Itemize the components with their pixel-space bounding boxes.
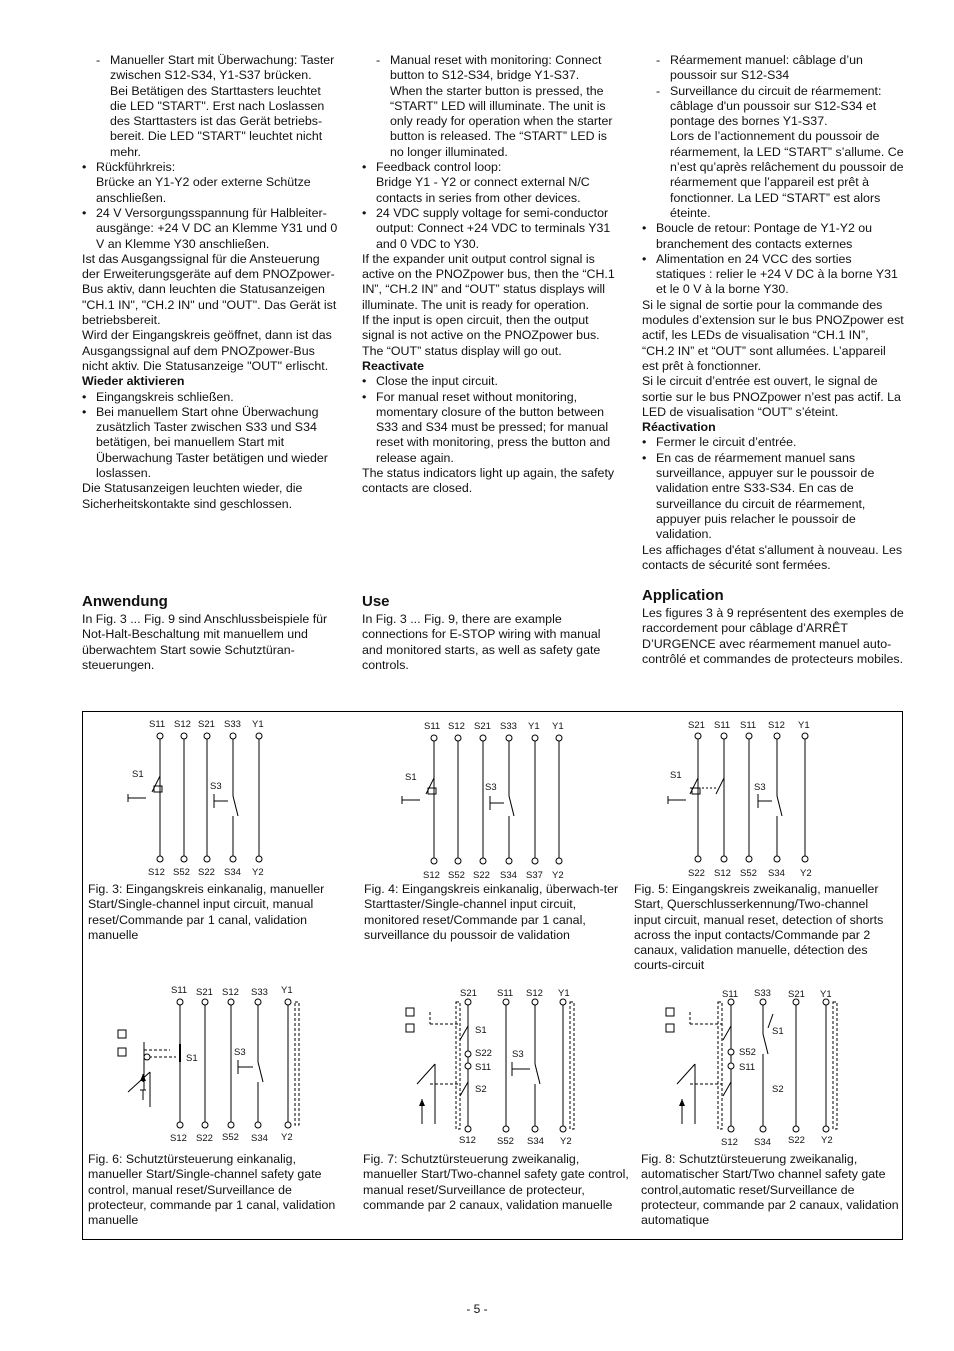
fig4-s1-label: S1	[405, 772, 417, 783]
fig8-s2-label: S2	[772, 1084, 784, 1095]
fr-paragraph: Si le circuit d’entrée est ouvert, le signal de sortie sur le bus PNOZpower n’est pas actif. La LED de visualisation “OUT” s’éteint.	[642, 374, 901, 419]
en-list-item: • Close the input circuit.	[362, 374, 620, 389]
fr-application-title: Application	[642, 587, 724, 604]
fr-heading: Réactivation	[642, 420, 716, 435]
en-supply-item: • 24 VDC supply voltage for semi-conductor output: Connect +24 VDC to terminals Y31 and 0 VDC to Y30.	[362, 206, 620, 252]
fig8-caption: Fig. 8: Schutztürsteuerung zweikanalig, automatischer Start/Two channel safety gate control,automatic reset/Surveillance de protecteur, commande par 2 canaux, validation automatique	[641, 1152, 899, 1228]
fig7-top-label: S21	[460, 988, 477, 999]
fig8-top-label: S21	[788, 989, 805, 1000]
fig4-bottom-label: S37	[526, 870, 543, 881]
fig6-s1-label: S1	[186, 1053, 198, 1064]
fig6-top-label: S21	[196, 987, 213, 998]
fig7-s22-label: S22	[475, 1048, 492, 1059]
fig6-top-label: S11	[171, 985, 188, 996]
fig7-bottom-label: Y2	[560, 1136, 572, 1147]
fr-list-item: - Réarmement manuel: câblage d’un poussoir sur S12-S34	[656, 53, 904, 84]
fig6-bottom-label: Y2	[281, 1132, 293, 1143]
fig7-bottom-label: S12	[459, 1135, 476, 1146]
fig5-bottom-label: S12	[714, 868, 731, 879]
fig7-s2-label: S2	[475, 1084, 487, 1095]
fig6-bottom-label: S12	[170, 1133, 187, 1144]
fig4-bottom-label: S34	[500, 870, 517, 881]
fig5-top-label: S12	[768, 720, 785, 731]
fig3-bottom-label: S34	[224, 867, 241, 878]
fig3-s3-label: S3	[210, 781, 222, 792]
de-supply-item: • 24 V Versorgungsspannung für Halbleiter-ausgänge: +24 V DC an Klemme Y31 und 0 V an Klemme Y30 anschließen.	[82, 206, 340, 252]
en-manual-reset-item: - Manual reset with monitoring: Connect button to S12-S34, bridge Y1-S37. When the starter button is pressed, the “START” LED will illuminate. The unit is only ready for operation when the starter button is released. The “START” LED is no longer illuminated.	[376, 53, 620, 160]
fig7-s3-label: S3	[512, 1049, 524, 1060]
fr-paragraph: Les affichages d'état s'allument à nouveau. Les contacts de sécurité sont fermées.	[642, 542, 903, 572]
fig4-bottom-label: S22	[473, 870, 490, 881]
fr-list-item: • Fermer le circuit d’entrée.	[642, 435, 904, 450]
fig3-top-label: S11	[149, 719, 166, 730]
de-application-text: In Fig. 3 ... Fig. 9 sind Anschlussbeispiele für Not-Halt-Beschaltung mit manuellem und überwachtem Start sowie Schutztüran-steuerungen.	[82, 612, 328, 672]
fig3-bottom-label: Y2	[252, 867, 264, 878]
fig5-bottom-label: Y2	[800, 868, 812, 879]
fig5-s3-label: S3	[754, 782, 766, 793]
fig5-diagram	[660, 716, 830, 881]
fig5-bottom-label: S34	[768, 868, 785, 879]
fig5-top-label: S11	[714, 720, 731, 731]
fig7-top-label: Y1	[558, 988, 570, 999]
en-paragraph: If the expander unit output control signal is active on the PNOZpower bus, then the “CH.1 IN”, “CH.2 IN” and “OUT” status displays will illuminate. The unit is ready for operation.	[362, 251, 615, 312]
de-manual-start-item: - Manueller Start mit Überwachung: Taster zwischen S12-S34, Y1-S37 brücken. Bei Betätigen des Starttasters leuchtet die LED "START". Erst nach Loslassen des Starttasters ist das Gerät betriebs-bereit. Die LED "START" leuchtet nicht mehr.	[96, 53, 340, 160]
en-application-title: Use	[362, 593, 390, 610]
fr-application-text: Les figures 3 à 9 représentent des exemples de raccordement pour câblage d’ARRÊT D’URGENCE avec réarmement manuel auto-contrôlé et commandes de protecteurs mobiles.	[642, 606, 904, 666]
en-application-text: In Fig. 3 ... Fig. 9, there are example connections for E-STOP wiring with manual and monitored starts, as well as safety gate controls.	[362, 612, 601, 672]
fig3-top-label: S12	[174, 719, 191, 730]
de-paragraph: Wird der Eingangskreis geöffnet, dann ist das Ausgangssignal auf dem PNOZpower-Bus nicht aktiv. Die Statusanzeige "OUT" erlischt.	[82, 328, 332, 373]
fig6-bottom-label: S22	[196, 1133, 213, 1144]
de-application-section	[82, 593, 340, 673]
fig8-bottom-label: S12	[721, 1137, 738, 1148]
de-paragraph: Die Statusanzeigen leuchten wieder, die Sicherheitskontakte sind geschlossen.	[82, 481, 303, 511]
fig7-top-label: S11	[497, 988, 514, 999]
fig7-top-label: S12	[526, 988, 543, 999]
fig4-top-label: Y1	[552, 721, 564, 732]
fig7-bottom-label: S34	[527, 1136, 544, 1147]
fig5-top-label: S11	[740, 720, 757, 731]
fig6-s3-label: S3	[234, 1047, 246, 1058]
fig6-top-label: S33	[251, 987, 268, 998]
de-application-title: Anwendung	[82, 593, 168, 610]
en-paragraph: If the input is open circuit, then the output signal is not active on the PNOZpower bus. The “OUT” status display will go out.	[362, 313, 600, 358]
fig7-s1-label: S1	[475, 1025, 487, 1036]
de-paragraph: Ist das Ausgangssignal für die Ansteuerung der Erweiterungsgeräte auf dem PNOZpower-Bus aktiv, dann leuchten die Statusanzeigen "CH.1 IN", "CH.2 IN" und "OUT". Das Gerät ist betriebsbereit.	[82, 251, 337, 328]
fig8-diagram	[660, 984, 845, 1149]
fig8-top-label: S33	[754, 988, 771, 999]
fr-list-item: • Alimentation en 24 VCC des sorties statiques : relier le +24 V DC à la borne Y31 et le 0 V à la borne Y30.	[642, 252, 904, 298]
fig8-bottom-label: S34	[754, 1137, 771, 1148]
fig5-top-label: S21	[688, 720, 705, 731]
french-column	[642, 53, 904, 573]
en-heading: Reactivate	[362, 358, 424, 373]
fig3-diagram	[118, 716, 278, 881]
en-feedback-item: • Feedback control loop: Bridge Y1 - Y2 or connect external N/C contacts in series from other devices.	[362, 160, 620, 206]
fig5-caption: Fig. 5: Eingangskreis zweikanalig, manueller Start, Querschlusserkennung/Two-channel input circuit, manual reset, detection of shorts across the input contacts/Commande par 2 canaux, validation manuelle, détection des courts-circuit	[634, 882, 884, 973]
fig3-s1-label: S1	[132, 769, 144, 780]
fig8-bottom-label: Y2	[821, 1135, 833, 1146]
de-feedback-item: • Rückführkreis: Brücke an Y1-Y2 oder externe Schütze anschließen.	[82, 160, 340, 206]
de-list-item: • Bei manuellem Start ohne Überwachung zusätzlich Taster zwischen S33 und S34 betätigen, bei manuellem Start mit Überwachung Taster betätigen und wieder loslassen.	[82, 405, 340, 481]
fig4-top-label: S11	[424, 721, 441, 732]
fig4-bottom-label: Y2	[552, 870, 564, 881]
english-column	[362, 53, 620, 497]
fig6-caption: Fig. 6: Schutztürsteuerung einkanalig, manueller Start/Single-channel safety gate control, manual reset/Surveillance de protecteur, commande par 1 canal, validation manuelle	[88, 1152, 336, 1228]
fig6-bottom-label: S52	[222, 1132, 239, 1143]
fig5-top-label: Y1	[798, 720, 810, 731]
fig7-s11-label: S11	[475, 1062, 492, 1073]
fig4-caption: Fig. 4: Eingangskreis einkanalig, überwach-ter Starttaster/Single-channel input circuit, monitored reset/Commande par 1 canal, surveillance du poussoir de validation	[364, 882, 619, 942]
en-list-item: • For manual reset without monitoring, momentary closure of the button between S33 and S34 must be pressed; for manual reset with monitoring, press the button and release again.	[362, 390, 620, 466]
fig7-diagram	[400, 984, 585, 1149]
fig6-diagram	[110, 982, 310, 1147]
fig8-s52-label: S52	[739, 1047, 756, 1058]
fig8-s11-label: S11	[739, 1062, 756, 1073]
fr-list-item: - Surveillance du circuit de réarmement: câblage d'un poussoir sur S12-S34 et pontage des bornes Y1-S37. Lors de l’actionnement du poussoir de réarmement, la LED “START” s’allume. Ce n’est qu’après relâchement du poussoir de réarmement que l’appareil est prêt à fonctionner. La LED “START” est alors éteinte.	[656, 84, 904, 222]
fig8-s1-label: S1	[772, 1026, 784, 1037]
fig4-top-label: Y1	[528, 721, 540, 732]
fig5-s1-label: S1	[670, 770, 682, 781]
en-paragraph: The status indicators light up again, the safety contacts are closed.	[362, 466, 615, 496]
fig8-bottom-label: S22	[788, 1135, 805, 1146]
fig8-top-label: Y1	[820, 989, 832, 1000]
page-number: - 5 -	[466, 1302, 488, 1316]
fig3-caption: Fig. 3: Eingangskreis einkanalig, manueller Start/Single-channel input circuit, manual reset/Commande par 1 canal, validation manuelle	[88, 882, 325, 942]
fig6-bottom-label: S34	[251, 1133, 268, 1144]
fig5-bottom-label: S52	[740, 868, 757, 879]
fig4-diagram	[390, 716, 580, 881]
fr-list-item: • En cas de réarmement manuel sans surveillance, appuyer sur le poussoir de validation entre S33-S34. En cas de surveillance du circuit de réarmement, appuyer puis relacher le poussoir de validation.	[642, 451, 904, 543]
fig3-top-label: S21	[198, 719, 215, 730]
fig4-s3-label: S3	[485, 782, 497, 793]
fr-list-item: • Boucle de retour: Pontage de Y1-Y2 ou branchement des contacts externes	[642, 221, 904, 252]
fig3-top-label: S33	[224, 719, 241, 730]
fig4-top-label: S12	[448, 721, 465, 732]
en-application-section	[362, 593, 620, 673]
fig4-top-label: S33	[500, 721, 517, 732]
fig6-top-label: Y1	[281, 985, 293, 996]
fr-paragraph: Si le signal de sortie pour la commande des modules d’extension sur le bus PNOZpower est actif, les LEDs de visualisation “CH.1 IN”, “CH.2 IN” et “OUT” sont allumées. L’appareil est prêt à fonctionner.	[642, 297, 904, 373]
german-column	[82, 53, 340, 512]
fig3-bottom-label: S22	[198, 867, 215, 878]
fig7-bottom-label: S52	[497, 1136, 514, 1147]
fig3-bottom-label: S52	[173, 867, 190, 878]
fig5-bottom-label: S22	[688, 868, 705, 879]
de-list-item: • Eingangskreis schließen.	[82, 390, 340, 405]
fr-application-section	[642, 587, 904, 667]
de-heading: Wieder aktivieren	[82, 374, 185, 389]
fig4-bottom-label: S12	[423, 870, 440, 881]
fig4-top-label: S21	[474, 721, 491, 732]
fig4-bottom-label: S52	[448, 870, 465, 881]
fig6-top-label: S12	[222, 987, 239, 998]
fig8-top-label: S11	[722, 989, 739, 1000]
fig3-bottom-label: S12	[148, 867, 165, 878]
fig3-top-label: Y1	[252, 719, 264, 730]
fig7-caption: Fig. 7: Schutztürsteuerung zweikanalig, manueller Start/Two-channel safety gate control, manual reset/Surveillance de protecteur, commande par 2 canaux, validation manuelle	[363, 1152, 629, 1212]
